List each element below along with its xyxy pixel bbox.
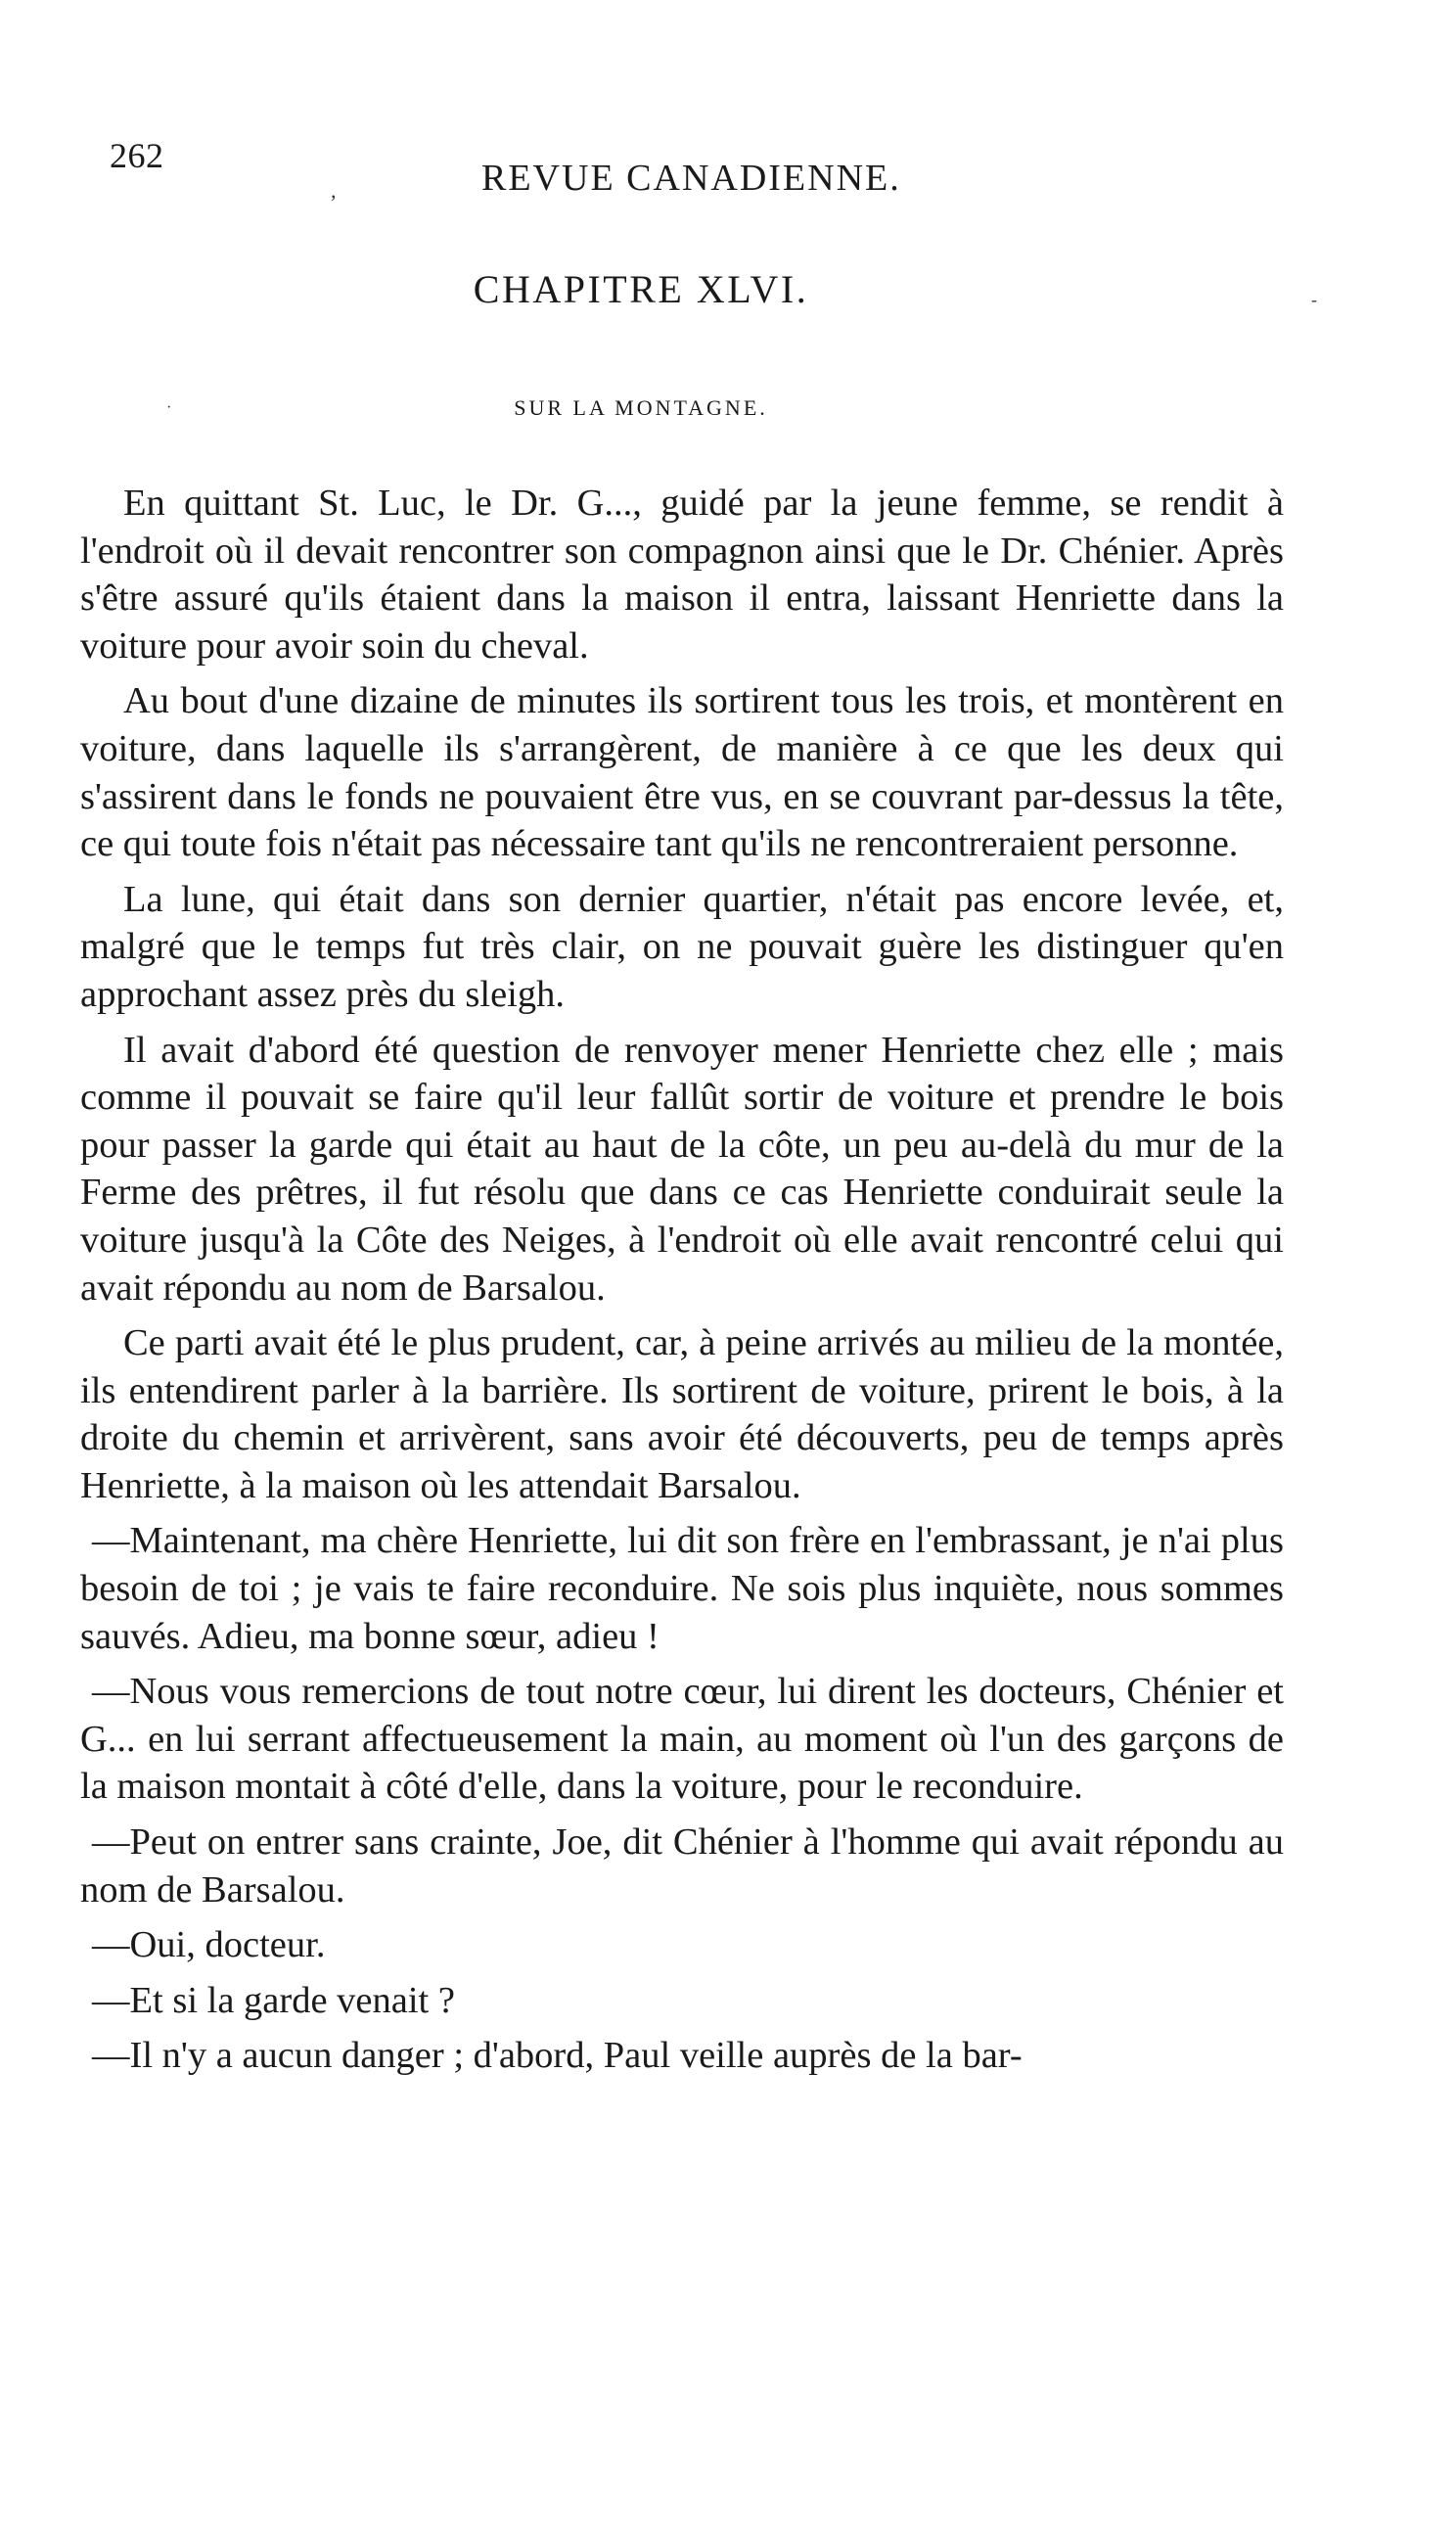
body-text xyxy=(80,480,1284,2088)
chapter-title: CHAPITRE XLVI. xyxy=(473,267,809,311)
ink-speck: , xyxy=(331,178,337,203)
ink-speck: · xyxy=(166,399,172,416)
running-head xyxy=(110,135,1254,199)
paragraph: —Il n'y a aucun danger ; d'abord, Paul veille auprès de la bar- xyxy=(92,2035,1023,2077)
paragraph: En quittant St. Luc, le Dr. G..., guidé par la jeune femme, se rendit à l'endroit où il devait rencontrer son compagnon ainsi que le Dr. Chénier. Après s'être assuré qu'ils étaient dans la maison il entra, laissant Henriette dans la voiture pour avoir soin du cheval. xyxy=(80,483,1284,667)
paragraph: —Et si la garde venait ? xyxy=(92,1979,455,2021)
paragraph: —Nous vous remercions de tout notre cœur, lui dirent les docteurs, Chénier et G... en lui serrant affectueusement la main, au moment où l'un des garçons de la maison montait à côté d'elle, dans la voiture, pour le reconduire. xyxy=(80,1671,1284,1808)
paragraph: La lune, qui était dans son dernier quartier, n'était pas encore levée, et, malgré que le temps fut très clair, on ne pouvait guère les distinguer qu'en approchant assez près du sleigh. xyxy=(80,878,1284,1015)
page-number: 262 xyxy=(110,136,164,175)
paragraph: Il avait d'abord été question de renvoyer mener Henriette chez elle ; mais comme il pouvait se faire qu'il leur fallût sortir de voiture et prendre le bois pour passer la garde qui était au haut de la côte, un peu au-delà du mur de la Ferme des prêtres, il fut résolu que dans ce cas Henriette conduirait seule la voiture jusqu'à la Côte des Neiges, à l'endroit où elle avait rencontré celui qui avait répondu au nom de Barsalou. xyxy=(80,1029,1284,1309)
paragraph: Au bout d'une dizaine de minutes ils sortirent tous les trois, et montèrent en voiture, dans laquelle ils s'arrangèrent, de manière à ce que les deux qui s'assirent dans le fonds ne pouvaient être vus, en se couvrant par-dessus la tête, ce qui toute fois n'était pas nécessaire tant qu'ils ne rencontreraient personne. xyxy=(80,680,1284,865)
paragraph: —Oui, docteur. xyxy=(92,1924,326,1966)
paragraph: —Peut on entrer sans crainte, Joe, dit Chénier à l'homme qui avait répondu au nom de Barsalou. xyxy=(80,1821,1284,1911)
paragraph: Ce parti avait été le plus prudent, car, à peine arrivés au milieu de la montée, ils entendirent parler à la barrière. Ils sortirent de voiture, prirent le bois, à la droite du chemin et arrivèrent, sans avoir été découverts, peu de temps après Henriette, à la maison où les attendait Barsalou. xyxy=(80,1322,1284,1506)
paragraph: —Maintenant, ma chère Henriette, lui dit son frère en l'embrassant, je n'ai plus besoin de toi ; je vais te faire reconduire. Ne sois plus inquiète, nous sommes sauvés. Adieu, ma bonne sœur, adieu ! xyxy=(80,1520,1284,1657)
ink-speck: - xyxy=(1311,290,1317,309)
journal-title: REVUE CANADIENNE. xyxy=(481,158,901,199)
section-title: SUR LA MONTAGNE. xyxy=(514,395,768,420)
